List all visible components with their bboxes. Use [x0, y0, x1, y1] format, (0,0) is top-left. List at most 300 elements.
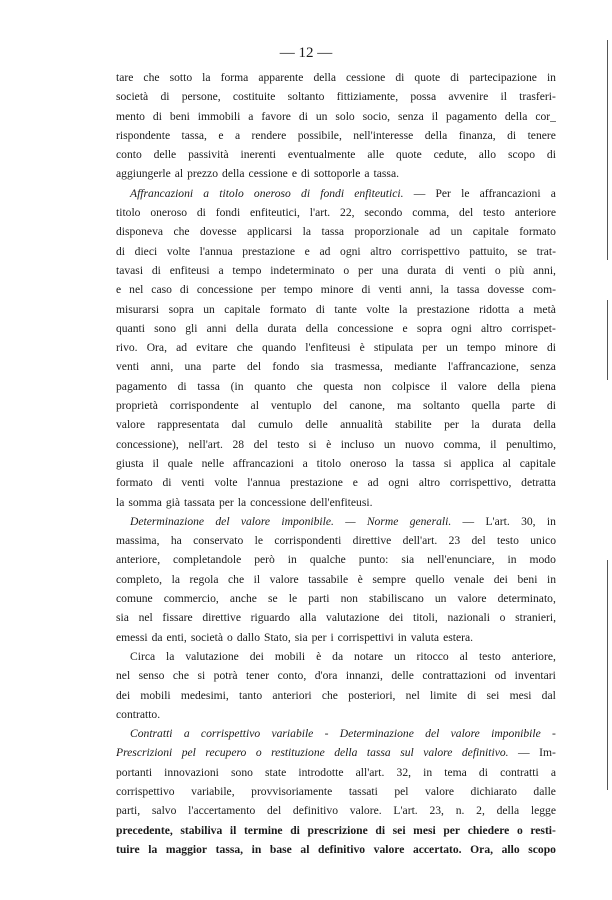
- word: ad: [429, 225, 441, 239]
- word: valore: [240, 514, 271, 528]
- text-line: [116, 415, 556, 434]
- word: tassa.: [373, 167, 399, 181]
- word: 30,: [521, 514, 536, 528]
- word: L'art.: [393, 804, 418, 818]
- word: indeterminato: [270, 263, 335, 277]
- word: di: [300, 167, 311, 181]
- word: per: [443, 823, 461, 837]
- word: determinato,: [497, 592, 556, 606]
- word: a: [518, 302, 524, 316]
- word: di: [546, 399, 556, 413]
- word: nel: [129, 283, 144, 297]
- word: comune: [116, 592, 153, 606]
- word: che: [236, 341, 253, 355]
- word: mobili: [274, 649, 306, 663]
- word: per: [311, 630, 327, 644]
- text-line: [116, 184, 556, 203]
- word: a: [550, 765, 556, 779]
- word: massima,: [116, 534, 160, 548]
- word: in: [397, 630, 407, 644]
- word: solo: [335, 109, 355, 123]
- word: o: [227, 630, 233, 644]
- word: L'art.: [485, 514, 510, 528]
- word: salvo: [151, 804, 177, 818]
- word: se: [517, 244, 528, 258]
- word: di: [177, 379, 187, 393]
- word: tassa,: [181, 128, 207, 142]
- word: soltanto: [423, 399, 460, 413]
- word: Contratti: [130, 727, 173, 741]
- word: Prescrizioni: [116, 746, 173, 760]
- word: corrispettivo: [200, 727, 261, 741]
- word: minore: [504, 341, 538, 355]
- word: Per: [435, 186, 451, 200]
- word: della: [334, 746, 358, 760]
- word: introdotte: [298, 765, 344, 779]
- word: da: [332, 649, 344, 663]
- word: stipulata: [373, 341, 414, 355]
- page-number: — 12 —: [279, 45, 333, 61]
- word: fittiziamente,: [336, 90, 399, 104]
- word: di: [298, 109, 308, 123]
- word: enti,: [166, 630, 187, 644]
- word: venti: [116, 360, 140, 374]
- word: al: [502, 456, 511, 470]
- word: di: [395, 71, 405, 84]
- word: Determinazione: [339, 727, 414, 741]
- body-text: [116, 68, 556, 859]
- word: le: [254, 534, 264, 548]
- text-line: [116, 473, 556, 492]
- word: una: [381, 263, 399, 277]
- word: enfiteusi: [169, 263, 210, 277]
- word: si: [308, 437, 317, 451]
- word: sono: [154, 321, 177, 335]
- word: chiedere: [467, 823, 510, 837]
- word: stabiliva: [180, 823, 223, 837]
- word: allo: [478, 148, 497, 162]
- word: volte: [166, 244, 190, 258]
- word: le: [288, 592, 298, 606]
- text-line: [116, 68, 556, 87]
- word: il: [152, 456, 159, 470]
- word: costituite: [232, 90, 276, 104]
- word: dei: [493, 572, 508, 586]
- word: finanza,: [458, 128, 496, 142]
- text-line: [116, 493, 556, 512]
- word: com-: [532, 283, 556, 297]
- word: sono: [231, 765, 253, 779]
- word: tempo: [466, 341, 496, 355]
- word: è: [316, 649, 322, 663]
- word: rivo.: [116, 341, 138, 355]
- word: state: [265, 765, 287, 779]
- word: all'art.: [355, 765, 385, 779]
- word: è: [357, 572, 363, 586]
- word: dal: [231, 418, 246, 432]
- word: alle: [367, 148, 385, 162]
- word: l'enfiteusi: [305, 341, 351, 355]
- word: tempo: [283, 283, 313, 297]
- word: venti: [378, 283, 402, 297]
- text-line: [116, 589, 556, 608]
- word: misurarsi: [116, 302, 160, 316]
- word: da: [151, 630, 163, 644]
- word: variabile,: [191, 784, 235, 798]
- text-line: [116, 222, 556, 241]
- word: tante: [334, 302, 357, 316]
- word: nazionali: [447, 611, 490, 625]
- word: 28: [232, 437, 245, 451]
- word: dei: [249, 649, 264, 663]
- word: valutazione: [185, 649, 239, 663]
- word: contrattazioni: [422, 669, 487, 683]
- word: concessione),: [116, 437, 179, 451]
- word: nel: [116, 669, 131, 683]
- word: od: [494, 669, 507, 683]
- word: possibile,: [297, 128, 342, 142]
- word: in: [507, 553, 517, 567]
- word: quote: [414, 71, 441, 84]
- word: venti: [181, 476, 205, 490]
- word: dalle: [533, 784, 556, 798]
- word: di: [478, 765, 488, 779]
- word: direttive: [352, 534, 392, 548]
- word: anni,: [533, 263, 556, 277]
- word: nell'art.: [188, 437, 223, 451]
- word: metà: [533, 302, 556, 316]
- word: valore: [423, 746, 453, 760]
- word: prezzo: [187, 167, 219, 181]
- word: applica: [460, 456, 494, 470]
- word: sotto: [169, 71, 193, 84]
- word: fondo: [272, 360, 300, 374]
- word: volte: [366, 302, 390, 316]
- text-line: [116, 357, 556, 376]
- word: sottoporle: [314, 167, 361, 181]
- scan-edge-mark: [607, 300, 608, 380]
- word: mobili: [140, 688, 171, 702]
- word: testo: [497, 534, 519, 548]
- word: che: [172, 669, 189, 683]
- word: ad: [319, 244, 331, 258]
- word: a: [234, 128, 241, 142]
- word: —: [518, 746, 530, 760]
- word: sia: [310, 360, 324, 374]
- word: corrispettivo: [401, 244, 460, 258]
- word: a: [203, 186, 210, 200]
- word: 23: [448, 534, 461, 548]
- word: 32,: [396, 765, 412, 779]
- word: Affrancazioni: [130, 186, 194, 200]
- word: altro: [418, 476, 441, 490]
- word: di: [179, 283, 189, 297]
- word: le: [461, 186, 470, 200]
- word: tema: [444, 765, 467, 779]
- word: valore.: [349, 804, 382, 818]
- word: fondi: [215, 206, 241, 220]
- word: notare: [354, 649, 384, 663]
- word: in: [546, 572, 556, 586]
- word: in: [423, 765, 433, 779]
- word: si: [443, 456, 452, 470]
- word: per: [260, 283, 276, 297]
- word: 23,: [429, 804, 444, 818]
- word: a: [364, 167, 370, 181]
- word: —: [413, 186, 426, 200]
- word: la: [302, 225, 312, 239]
- word: cor_: [535, 109, 556, 123]
- word: sia: [401, 553, 415, 567]
- word: tassa: [197, 379, 220, 393]
- word: somma: [128, 495, 162, 509]
- word: testo: [478, 649, 501, 663]
- word: piena: [530, 379, 556, 393]
- word: enfiteutici,: [250, 206, 300, 220]
- word: della: [497, 379, 521, 393]
- word: —: [345, 514, 356, 528]
- text-line: [116, 126, 556, 145]
- word: il: [440, 379, 448, 393]
- word: a: [218, 263, 224, 277]
- word: mesi: [413, 823, 436, 837]
- word: pagamento: [446, 109, 497, 123]
- word: ogni: [340, 244, 361, 258]
- word: Stato,: [264, 630, 291, 644]
- text-line: [116, 300, 556, 319]
- word: delle: [305, 418, 328, 432]
- word: che: [228, 572, 245, 586]
- word: a: [550, 186, 556, 200]
- word: caso: [151, 283, 172, 297]
- word: di: [162, 476, 172, 490]
- word: un: [383, 437, 396, 451]
- word: sia: [294, 630, 308, 644]
- word: delle: [153, 148, 177, 162]
- word: del: [459, 206, 474, 220]
- word: della: [496, 804, 520, 818]
- word: fondi: [320, 186, 345, 200]
- word: oneroso: [253, 186, 291, 200]
- word: tavasi: [116, 263, 144, 277]
- word: concessione: [196, 283, 253, 297]
- word: cumulo: [258, 418, 293, 432]
- word: parte: [511, 399, 536, 413]
- word: qualche: [309, 553, 346, 567]
- word: Norme: [366, 514, 399, 528]
- word: non: [340, 592, 358, 606]
- word: potrà: [213, 669, 238, 683]
- word: per: [422, 341, 438, 355]
- word: di: [507, 128, 517, 142]
- word: socio,: [362, 109, 391, 123]
- word: definitivo.: [461, 746, 509, 760]
- word: ma: [396, 399, 412, 413]
- text-line: [116, 242, 556, 261]
- word: corrispettivi: [337, 630, 394, 644]
- word: alla: [299, 611, 317, 625]
- word: forma: [220, 71, 249, 84]
- word: corrispettivo,: [449, 476, 512, 490]
- word: valutazione: [326, 611, 380, 625]
- word: tassa: [456, 283, 480, 297]
- text-line: [116, 512, 556, 531]
- word: la: [116, 495, 125, 509]
- word: tassati: [348, 784, 378, 798]
- word: ha: [170, 534, 182, 548]
- text-line: [116, 782, 556, 801]
- word: imponibile.: [281, 514, 334, 528]
- word: al: [250, 399, 259, 413]
- word: quanto: [254, 379, 286, 393]
- word: anni,: [150, 360, 174, 374]
- word: senso: [138, 669, 165, 683]
- word: corrispet-: [511, 321, 556, 335]
- word: tare: [116, 71, 134, 84]
- word: base: [269, 842, 292, 856]
- word: dovesse: [487, 283, 525, 297]
- word: possa: [410, 90, 437, 104]
- word: il: [490, 437, 497, 451]
- word: corrispondente: [169, 399, 239, 413]
- word: o: [516, 823, 523, 837]
- word: ogni: [388, 476, 410, 490]
- word: nell'enunciare,: [427, 553, 495, 567]
- word: tassabile: [308, 572, 349, 586]
- word: anteriori: [272, 688, 312, 702]
- scan-edge-mark: [607, 560, 608, 790]
- word: favore: [261, 109, 291, 123]
- word: la: [471, 418, 480, 432]
- word: capitale: [519, 456, 556, 470]
- word: l'annua: [247, 476, 281, 490]
- word: trasmessa,: [334, 360, 383, 374]
- word: affrancazioni: [479, 186, 541, 200]
- word: già: [165, 495, 181, 509]
- word: tanto: [239, 688, 263, 702]
- word: nell'interesse: [353, 128, 414, 142]
- word: scopo: [507, 148, 536, 162]
- word: che: [143, 71, 160, 84]
- word: della: [222, 167, 245, 181]
- text-line: [116, 319, 556, 338]
- word: dell'art.: [402, 534, 438, 548]
- word: innovazioni: [164, 765, 219, 779]
- word: Circa: [130, 649, 156, 663]
- word: dei: [116, 688, 131, 702]
- word: n.: [455, 804, 465, 818]
- word: inventari: [514, 669, 556, 683]
- word: persone,: [181, 90, 221, 104]
- word: pel: [181, 746, 196, 760]
- word: concessione: [337, 321, 394, 335]
- word: formato: [116, 476, 153, 490]
- word: della: [305, 321, 329, 335]
- word: e: [402, 321, 408, 335]
- word: o: [343, 263, 350, 277]
- word: mediante: [394, 360, 437, 374]
- word: contratto.: [116, 707, 161, 721]
- word: la: [237, 495, 247, 509]
- word: si: [197, 669, 206, 683]
- word: o: [255, 746, 262, 760]
- word: ridotta: [479, 302, 510, 316]
- text-line: [116, 396, 556, 415]
- word: gli: [185, 321, 198, 335]
- word: valore: [450, 727, 480, 741]
- word: di: [152, 109, 162, 123]
- word: incluso: [340, 437, 375, 451]
- word: emessi: [116, 630, 148, 644]
- word: per: [444, 418, 459, 432]
- word: di: [467, 688, 477, 702]
- word: titoli,: [412, 611, 438, 625]
- text-line: [116, 87, 556, 106]
- word: di: [196, 206, 206, 220]
- word: quello: [415, 572, 445, 586]
- word: nuovo: [404, 437, 434, 451]
- word: tassa: [412, 456, 436, 470]
- word: del: [267, 804, 282, 818]
- word: affrancazioni: [232, 456, 294, 470]
- word: un: [434, 592, 447, 606]
- word: della: [235, 321, 259, 335]
- word: pattuito,: [469, 244, 508, 258]
- word: anni,: [409, 283, 433, 297]
- word: è: [359, 341, 365, 355]
- word: inerenti: [240, 148, 276, 162]
- word: ritocco: [416, 649, 449, 663]
- word: scopo: [528, 842, 556, 856]
- word: avvenire: [448, 90, 489, 104]
- word: beni: [169, 109, 190, 123]
- word: comma,: [443, 437, 481, 451]
- scan-edge-mark: [607, 40, 608, 260]
- word: o: [494, 263, 501, 277]
- text-line: [116, 570, 556, 589]
- word: al: [174, 167, 184, 181]
- word: il: [431, 109, 439, 123]
- word: canone,: [349, 399, 386, 413]
- word: recupero: [205, 746, 247, 760]
- word: disponeva: [116, 225, 164, 239]
- text-line: [116, 454, 556, 473]
- word: i: [330, 630, 334, 644]
- word: per: [358, 263, 373, 277]
- word: dell'enfiteusi.: [310, 495, 373, 509]
- word: a: [302, 456, 308, 470]
- word: il: [253, 572, 261, 586]
- word: corrispondenti: [274, 534, 342, 548]
- word: 22,: [340, 206, 355, 220]
- text-line: [116, 840, 556, 859]
- word: conto: [116, 148, 142, 162]
- word: completo,: [116, 572, 163, 586]
- word: società: [116, 90, 149, 104]
- word: del: [323, 399, 338, 413]
- word: sempre: [372, 572, 406, 586]
- word: sei: [392, 823, 406, 837]
- word: e: [304, 244, 310, 258]
- word: in: [546, 514, 556, 528]
- word: prescrizione: [307, 823, 368, 837]
- word: —: [462, 514, 475, 528]
- word: tuire: [116, 842, 140, 856]
- word: del: [253, 437, 268, 451]
- word: parte: [212, 360, 236, 374]
- word: la: [202, 71, 211, 84]
- text-line: [116, 666, 556, 685]
